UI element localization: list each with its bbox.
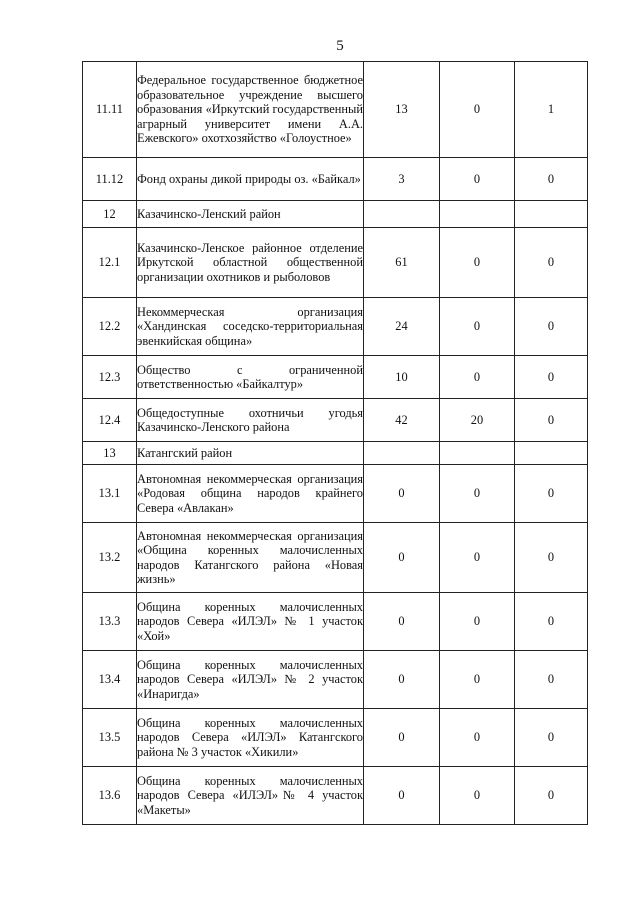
organization-name: Общедоступные охотничьи угодья Казачинско-Ленского района	[137, 399, 364, 442]
row-number: 12	[83, 201, 137, 228]
table-body	[83, 62, 588, 825]
district-name: Катангский район	[137, 442, 364, 465]
table-row	[83, 767, 588, 825]
value-col-3: 0	[515, 651, 588, 709]
row-number: 12.1	[83, 228, 137, 298]
row-number: 12.2	[83, 298, 137, 356]
value-col-3: 0	[515, 593, 588, 651]
value-col-3: 0	[515, 767, 588, 825]
value-col-1: 0	[364, 767, 440, 825]
row-number: 13.6	[83, 767, 137, 825]
value-col-1: 13	[364, 62, 440, 158]
table-row	[83, 465, 588, 523]
value-col-3: 0	[515, 709, 588, 767]
value-col-1: 10	[364, 356, 440, 399]
table-section-row	[83, 201, 588, 228]
value-col-1: 61	[364, 228, 440, 298]
organization-name: Казачинско-Ленское районное отделение Иркутской областной общественной организации охотников и рыболовов	[137, 228, 364, 298]
empty-cell	[440, 442, 515, 465]
table-row	[83, 158, 588, 201]
value-col-2: 0	[440, 158, 515, 201]
value-col-1: 24	[364, 298, 440, 356]
value-col-2: 0	[440, 356, 515, 399]
district-name: Казачинско-Ленский район	[137, 201, 364, 228]
organizations-table	[82, 61, 588, 825]
empty-cell	[364, 201, 440, 228]
organization-name: Фонд охраны дикой природы оз. «Байкал»	[137, 158, 364, 201]
value-col-1: 0	[364, 651, 440, 709]
table-row	[83, 228, 588, 298]
organization-name: Некоммерческая организация «Хандинская соседско-территориальная эвенкийская община»	[137, 298, 364, 356]
table-row	[83, 356, 588, 399]
value-col-2: 0	[440, 228, 515, 298]
organization-name: Автономная некоммерческая организация «Община коренных малочисленных народов Катангского района «Новая жизнь»	[137, 523, 364, 593]
row-number: 12.3	[83, 356, 137, 399]
value-col-1: 0	[364, 465, 440, 523]
organization-name: Община коренных малочисленных народов Севера «ИЛЭЛ» № 2 участок «Инаригда»	[137, 651, 364, 709]
value-col-3: 0	[515, 228, 588, 298]
table-row	[83, 298, 588, 356]
empty-cell	[364, 442, 440, 465]
organization-name: Автономная некоммерческая организация «Родовая община народов крайнего Севера «Авлакан»	[137, 465, 364, 523]
value-col-3: 0	[515, 399, 588, 442]
value-col-2: 0	[440, 709, 515, 767]
organization-name: Община коренных малочисленных народов Севера «ИЛЭЛ» Катангского района № 3 участок «Хикили»	[137, 709, 364, 767]
value-col-3: 0	[515, 523, 588, 593]
row-number: 13.2	[83, 523, 137, 593]
value-col-2: 0	[440, 465, 515, 523]
table-row	[83, 62, 588, 158]
value-col-2: 20	[440, 399, 515, 442]
value-col-2: 0	[440, 523, 515, 593]
value-col-3: 0	[515, 158, 588, 201]
value-col-1: 0	[364, 523, 440, 593]
value-col-3: 0	[515, 465, 588, 523]
table-section-row	[83, 442, 588, 465]
row-number: 11.11	[83, 62, 137, 158]
empty-cell	[515, 442, 588, 465]
row-number: 13.5	[83, 709, 137, 767]
table-row	[83, 399, 588, 442]
row-number: 12.4	[83, 399, 137, 442]
value-col-3: 0	[515, 298, 588, 356]
organization-name: Общество с ограниченной ответственностью «Байкалтур»	[137, 356, 364, 399]
table-row	[83, 523, 588, 593]
table-row	[83, 593, 588, 651]
value-col-3: 1	[515, 62, 588, 158]
organization-name: Община коренных малочисленных народов Севера «ИЛЭЛ»№ 4 участок «Макеты»	[137, 767, 364, 825]
row-number: 13.4	[83, 651, 137, 709]
row-number: 13.1	[83, 465, 137, 523]
organization-name: Федеральное государственное бюджетное образовательное учреждение высшего образования «Иркутский государственный аграрный университет имени А.А. Ежевского» охотхозяйство «Голоустное»	[137, 62, 364, 158]
value-col-3: 0	[515, 356, 588, 399]
row-number: 13.3	[83, 593, 137, 651]
table-row	[83, 651, 588, 709]
empty-cell	[515, 201, 588, 228]
table-row	[83, 709, 588, 767]
value-col-1: 3	[364, 158, 440, 201]
value-col-2: 0	[440, 767, 515, 825]
value-col-2: 0	[440, 593, 515, 651]
value-col-2: 0	[440, 62, 515, 158]
page-number: 5	[336, 38, 344, 54]
value-col-2: 0	[440, 651, 515, 709]
value-col-1: 0	[364, 593, 440, 651]
value-col-1: 0	[364, 709, 440, 767]
row-number: 11.12	[83, 158, 137, 201]
value-col-2: 0	[440, 298, 515, 356]
empty-cell	[440, 201, 515, 228]
value-col-1: 42	[364, 399, 440, 442]
organization-name: Община коренных малочисленных народов Севера «ИЛЭЛ» № 1 участок «Хой»	[137, 593, 364, 651]
row-number: 13	[83, 442, 137, 465]
